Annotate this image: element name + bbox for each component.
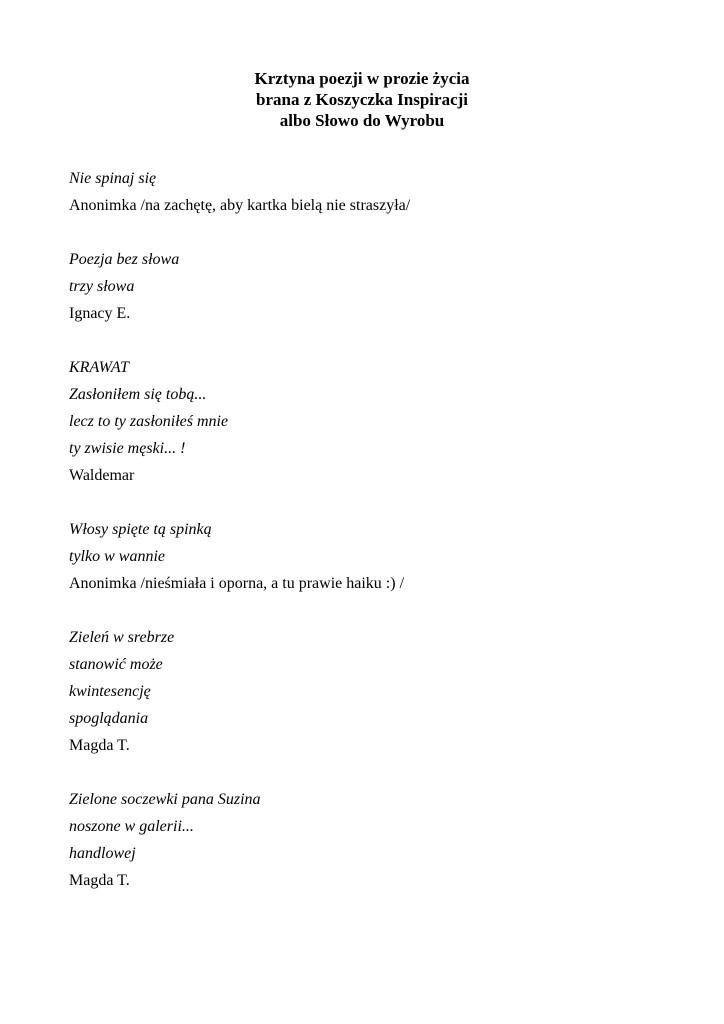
title-line-1: Krztyna poezji w prozie życia <box>254 69 470 88</box>
poem-title: KRAWAT <box>69 359 129 376</box>
poem-1 <box>69 165 689 219</box>
poem-line: stanowić może <box>69 656 163 673</box>
poems-list <box>69 165 689 894</box>
poem-line: tylko w wannie <box>69 548 165 565</box>
title-line-2: brana z Koszyczka Inspiracji <box>255 90 469 109</box>
title-line-3: albo Słowo do Wyrobu <box>279 111 445 130</box>
poem-5 <box>69 624 689 759</box>
poem-line: noszone w galerii... <box>69 818 194 835</box>
poem-author: Anonimka /na zachętę, aby kartka bielą nie straszyła/ <box>69 197 411 214</box>
poem-author: Anonimka /nieśmiała i oporna, a tu prawie haiku :) / <box>69 575 405 592</box>
poem-line: Poezja bez słowa <box>69 251 180 268</box>
poem-line: trzy słowa <box>69 278 135 295</box>
poem-line: Włosy spięte tą spinką <box>69 521 212 538</box>
poem-line: spoglądania <box>69 710 149 727</box>
poem-line: ty zwisie męski... ! <box>69 440 186 457</box>
poem-2 <box>69 246 689 327</box>
document-title <box>0 68 724 131</box>
poem-line: Nie spinaj się <box>69 170 157 187</box>
poem-line: kwintesencję <box>69 683 151 700</box>
poem-line: Zieleń w srebrze <box>69 629 175 646</box>
poem-3 <box>69 354 689 489</box>
poem-line: Zielone soczewki pana Suzina <box>69 791 261 808</box>
poem-4 <box>69 516 689 597</box>
poem-line: Zasłoniłem się tobą... <box>69 386 207 403</box>
poem-line: lecz to ty zasłoniłeś mnie <box>69 413 229 430</box>
poem-author: Ignacy E. <box>69 305 131 322</box>
poem-author: Waldemar <box>69 467 135 484</box>
poem-6 <box>69 786 689 894</box>
poem-line: handlowej <box>69 845 136 862</box>
poem-author: Magda T. <box>69 872 130 889</box>
poem-author: Magda T. <box>69 737 130 754</box>
